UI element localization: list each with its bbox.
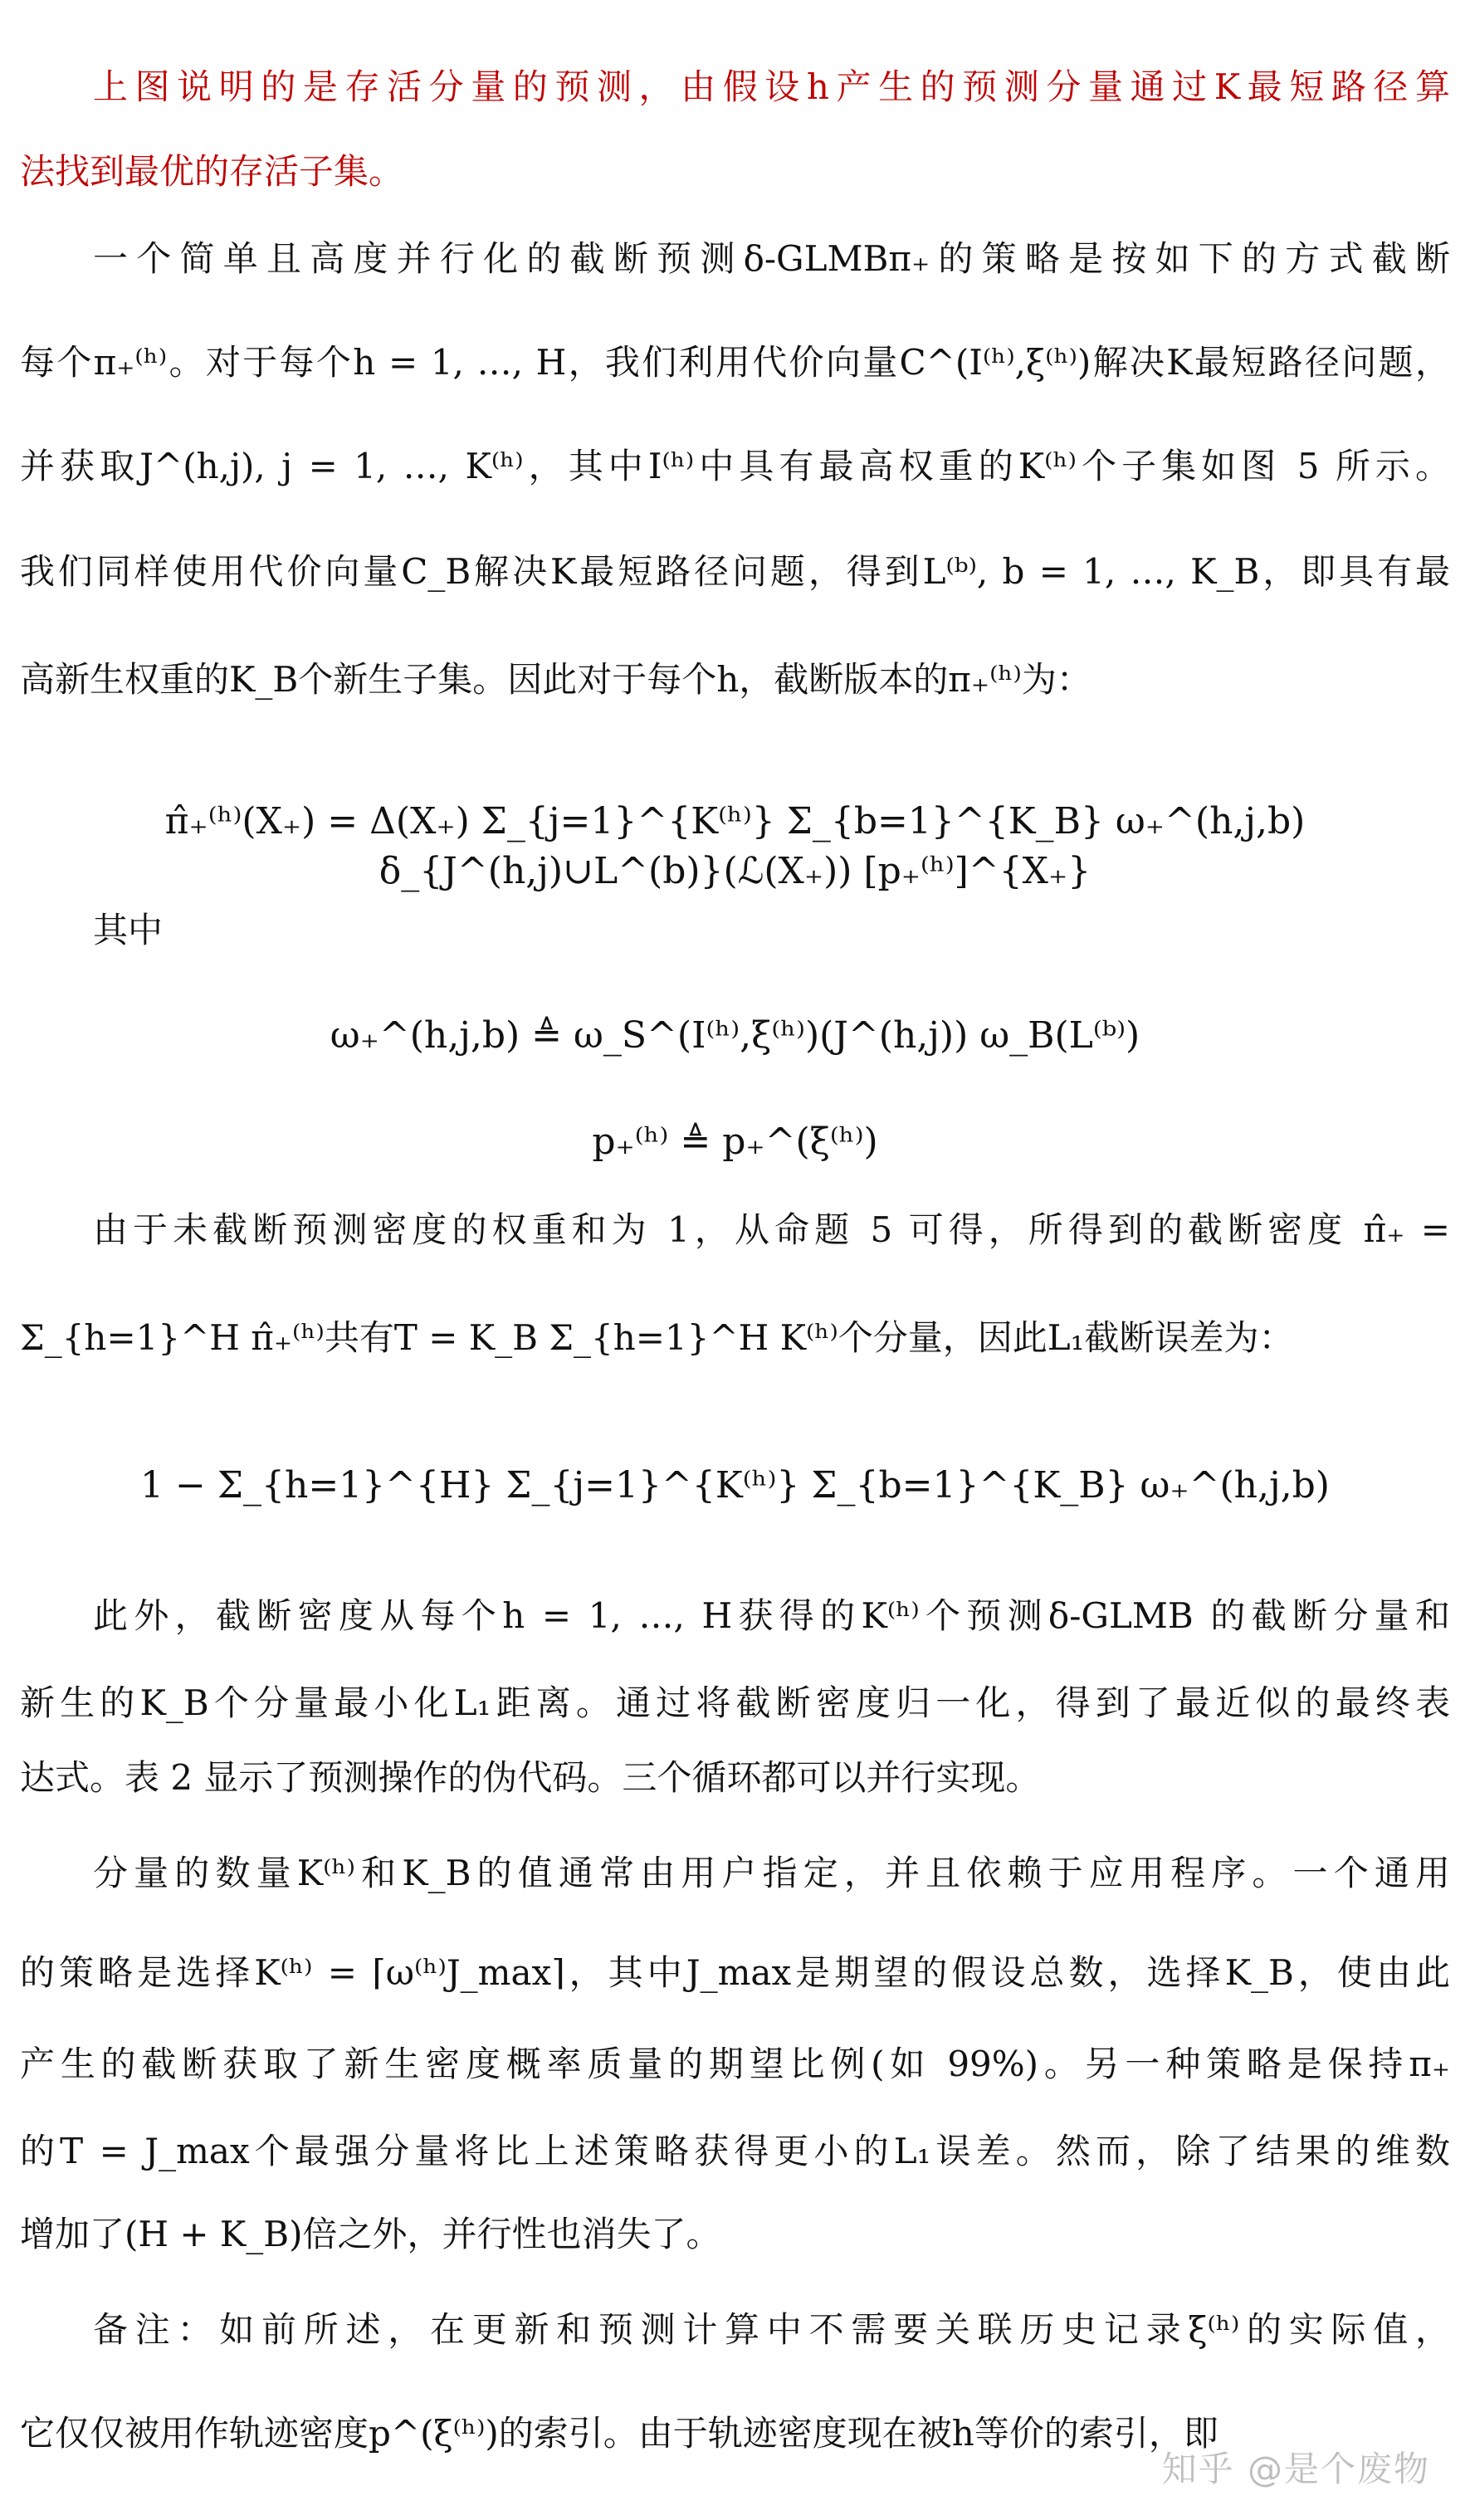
para4-line-5: 增加了(H + K_B)倍之外，并行性也消失了。 xyxy=(20,2214,721,2254)
para5-line-1: 备注：如前所述，在更新和预测计算中不需要关联历史记录ξ⁽ʰ⁾的实际值， xyxy=(93,2309,1450,2350)
para1-line-1: 一个简单且高度并行化的截断预测δ-GLMBπ₊的策略是按如下的方式截断 xyxy=(93,238,1450,279)
equation-truncated-prediction: π̂₊⁽ʰ⁾(X₊) = Δ(X₊) Σ_{j=1}^{K⁽ʰ⁾} Σ_{b=1}^{K_B} ω₊^(h,j,b) δ_{J^(h,j)∪L^(b)}(ℒ(X₊)) [p₊⁽ʰ⁾]^{X₊} xyxy=(164,800,1306,892)
where-label: 其中 xyxy=(93,910,164,950)
zhihu-watermark: 知乎 @是个废物 xyxy=(1161,2449,1430,2489)
equation-weight: ω₊^(h,j,b) ≜ ω_S^(I⁽ʰ⁾,ξ⁽ʰ⁾)(J^(h,j)) ω_B(L⁽ᵇ⁾) xyxy=(330,1014,1140,1057)
para3-line-1: 此外，截断密度从每个h = 1, …, H获得的K⁽ʰ⁾个预测δ-GLMB 的截断分量和 xyxy=(93,1595,1450,1636)
para2-line-2: Σ_{h=1}^H π̂₊⁽ʰ⁾共有T = K_B Σ_{h=1}^H K⁽ʰ⁾个分量，因此L₁截断误差为： xyxy=(20,1317,1294,1358)
para4-line-3: 产生的截断获取了新生密度概率质量的期望比例(如 99%)。另一种策略是保持π₊ xyxy=(20,2044,1450,2084)
para3-line-3: 达式。表 2 显示了预测操作的伪代码。三个循环都可以并行实现。 xyxy=(20,1757,1041,1798)
red-para-line-1: 上图说明的是存活分量的预测，由假设h产生的预测分量通过K最短路径算 xyxy=(93,66,1450,107)
para5-line-2: 它仅仅被用作轨迹密度p^(ξ⁽ʰ⁾)的索引。由于轨迹密度现在被h等价的索引，即 xyxy=(20,2413,1218,2454)
para1-line-5: 高新生权重的K_B个新生子集。因此对于每个h，截断版本的π₊⁽ʰ⁾为： xyxy=(20,659,1092,700)
para4-line-4: 的T = J_max个最强分量将比上述策略获得更小的L₁误差。然而，除了结果的维数 xyxy=(20,2131,1450,2171)
red-para-line-2: 法找到最优的存活子集。 xyxy=(20,151,404,192)
equation-density: p₊⁽ʰ⁾ ≜ p₊^(ξ⁽ʰ⁾) xyxy=(592,1121,878,1163)
para1-line-2: 每个π₊⁽ʰ⁾。对于每个h = 1, …, H，我们利用代价向量C^(I⁽ʰ⁾,ξ⁽ʰ⁾)解决K最短路径问题， xyxy=(20,342,1450,383)
para2-line-1: 由于未截断预测密度的权重和为 1，从命题 5 可得，所得到的截断密度 π̂₊ = xyxy=(93,1209,1450,1250)
equation-l1-error: 1 − Σ_{h=1}^{H} Σ_{j=1}^{K⁽ʰ⁾} Σ_{b=1}^{K_B} ω₊^(h,j,b) xyxy=(140,1464,1330,1507)
para1-line-4: 我们同样使用代价向量C_B解决K最短路径问题，得到L⁽ᵇ⁾, b = 1, …, K_B，即具有最 xyxy=(20,551,1450,592)
para3-line-2: 新生的K_B个分量最小化L₁距离。通过将截断密度归一化，得到了最近似的最终表 xyxy=(20,1682,1450,1723)
para4-line-1: 分量的数量K⁽ʰ⁾和K_B的值通常由用户指定，并且依赖于应用程序。一个通用 xyxy=(93,1853,1450,1893)
para1-line-3: 并获取J^(h,j), j = 1, …, K⁽ʰ⁾，其中I⁽ʰ⁾中具有最高权重的K⁽ʰ⁾个子集如图 5 所示。 xyxy=(20,446,1450,486)
para4-line-2: 的策略是选择K⁽ʰ⁾ = ⌈ω⁽ʰ⁾J_max⌉，其中J_max是期望的假设总数，选择K_B，使由此 xyxy=(20,1952,1450,1993)
